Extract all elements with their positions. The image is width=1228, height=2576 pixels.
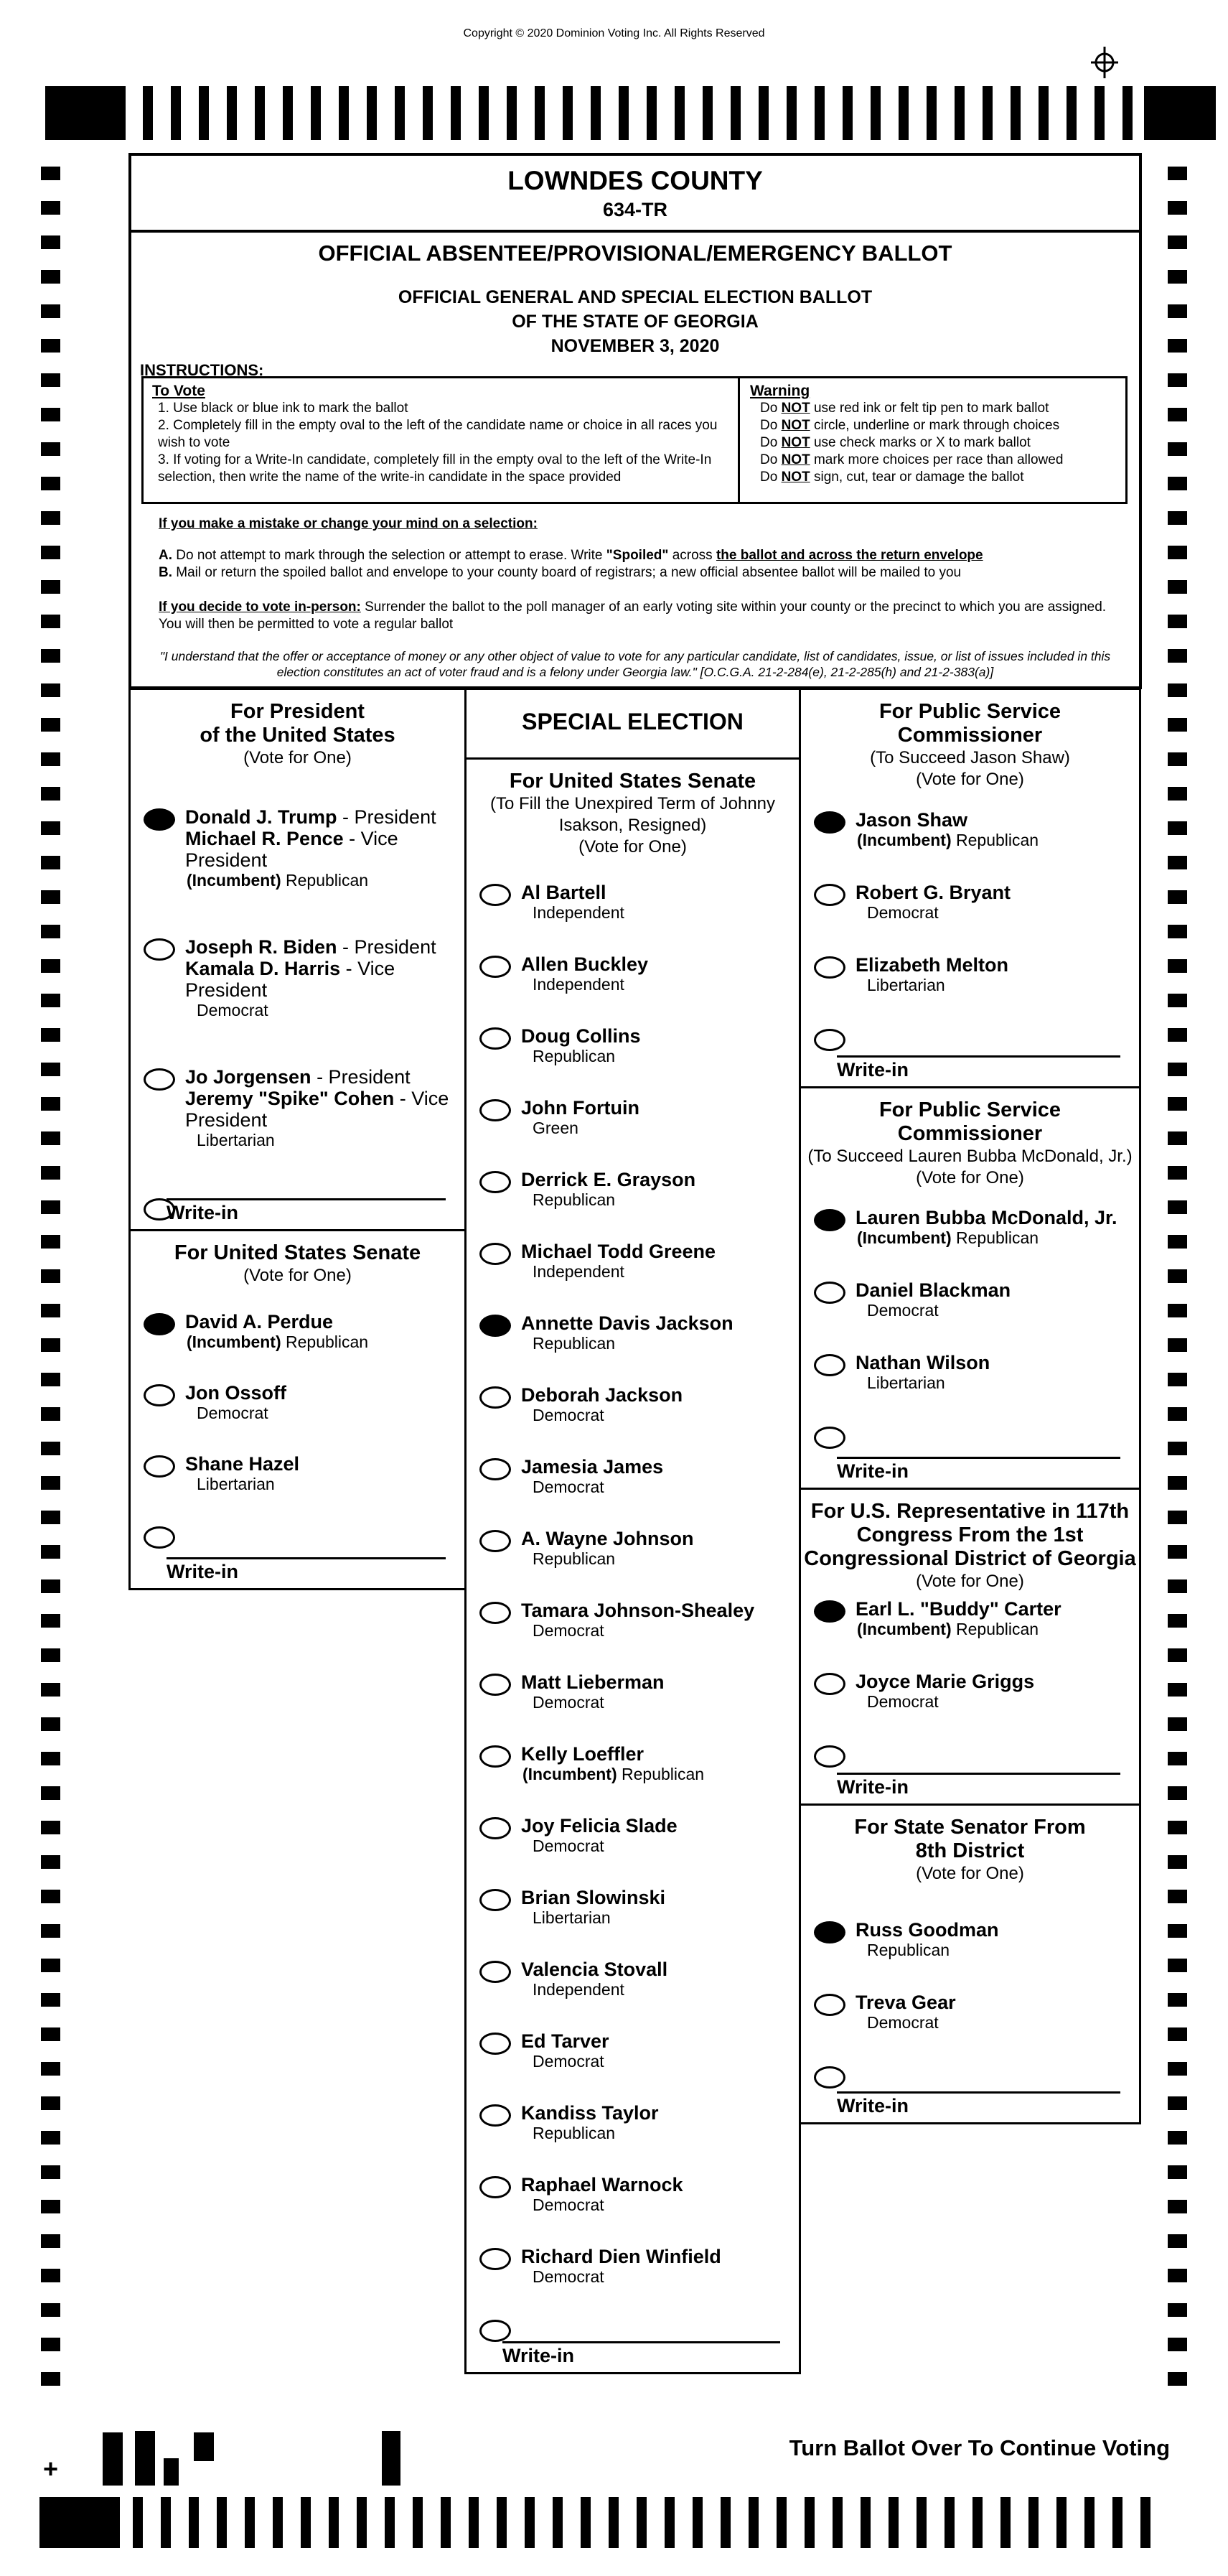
timing-marks-right [1168,167,1187,2407]
candidate-row [144,1382,460,1423]
candidate-party: Republican [533,1190,616,1209]
election-title-line1: OFFICIAL GENERAL AND SPECIAL ELECTION BALLOT [398,287,873,307]
candidate-text [856,1207,1135,1248]
candidate-text [185,1382,460,1423]
vote-oval[interactable] [479,1745,511,1768]
alignment-bar [135,2431,155,2486]
candidate-name: Elizabeth Melton [856,954,1009,976]
warning-item: Do NOT use check marks or X to mark ballot [760,435,1031,450]
vote-oval[interactable] [144,938,175,961]
warning-items [750,400,1120,486]
candidate-row [479,1384,795,1425]
candidate-row [479,2030,795,2071]
write-in-area [837,1055,1120,1081]
write-in-candidate-row [814,1424,1135,1449]
candidate-name: Allen Buckley [521,953,649,975]
vote-oval[interactable] [479,1961,511,1983]
candidate-name: Richard Dien Winfield [521,2246,721,2267]
vote-oval[interactable] [479,1530,511,1552]
header-divider [131,230,1139,233]
race-note: (Vote for One) [916,770,1024,789]
candidate-text [521,1312,795,1353]
race-title: For United States Senate [174,1241,421,1264]
candidate-text [521,2174,795,2215]
alignment-bar [194,2432,214,2461]
race-title: For Public Service [878,1098,1061,1121]
candidate-party: Green [533,1119,578,1137]
candidate-text [521,1743,795,1784]
candidate-text [521,1169,795,1210]
candidate-name: A. Wayne Johnson [521,1528,694,1549]
race-note: (To Fill the Unexpired Term of Johnny [489,794,776,813]
race-title: Commissioner [897,724,1043,747]
candidate-text [521,2102,795,2143]
candidate-party: (Incumbent) Republican [187,871,369,890]
race-title: For President [230,700,365,723]
timing-mark-block-top-left [45,86,126,140]
write-in-area [502,2341,780,2366]
candidate-row [479,1025,795,1066]
vote-oval[interactable] [479,2033,511,2055]
candidate-row [144,936,460,1020]
candidate-text [856,1352,1135,1393]
vote-oval[interactable] [479,2176,511,2198]
vote-oval[interactable] [479,1458,511,1480]
write-in-line[interactable] [837,2091,1120,2094]
candidate-name: Earl L. "Buddy" Carter [856,1598,1061,1620]
candidate-row [814,954,1135,995]
race-section-us-senate-special [464,757,801,2374]
candidate-party: Democrat [867,903,939,922]
candidate-text [521,1025,795,1066]
candidate-name: Jon Ossoff [185,1382,287,1404]
candidate-name: Treva Gear [856,1992,956,2013]
candidate-party: Independent [533,975,624,994]
candidate-party: Independent [533,903,624,922]
candidate-name: Michael R. Pence - Vice President [185,828,398,871]
race-note: (Vote for One) [578,837,687,857]
write-in-area [837,1773,1120,1798]
race-title: For United States Senate [509,770,756,793]
write-in-label: Write-in [837,1776,909,1798]
candidate-name: Tamara Johnson-Shealey [521,1600,755,1621]
candidate-row [479,1600,795,1641]
vote-oval[interactable] [479,1243,511,1265]
candidate-name: Ed Tarver [521,2030,609,2052]
vote-oval-filled[interactable] [814,811,845,834]
write-in-label: Write-in [837,2095,909,2117]
candidate-text [521,1241,795,1282]
candidate-party: Democrat [533,1837,604,1855]
candidate-text [521,1600,795,1641]
candidate-row [814,1671,1135,1712]
timing-mark-block-top-right [1144,86,1216,140]
candidate-party: Libertarian [533,1908,611,1927]
candidate-text [185,1311,460,1352]
vote-oval[interactable] [814,1282,845,1304]
registration-plus-mark: + [43,2454,59,2483]
instructions-label: INSTRUCTIONS: [140,361,264,379]
race-title: Congressional District of Georgia [804,1547,1136,1570]
candidate-row [814,1919,1135,1960]
race-note: (Vote for One) [243,748,352,767]
write-in-line[interactable] [837,1773,1120,1775]
candidate-name: Jo Jorgensen - President [185,1066,411,1088]
warning-item: Do NOT mark more choices per race than allowed [760,452,1064,467]
mistake-instructions [159,515,1119,633]
vote-oval-filled[interactable] [144,808,175,831]
write-in-candidate-row [814,1743,1135,1768]
candidate-text [521,2030,795,2071]
candidate-party: Democrat [197,1404,268,1422]
candidate-name: Lauren Bubba McDonald, Jr. [856,1207,1117,1228]
race-title: Commissioner [897,1122,1043,1145]
write-in-candidate-row [814,2064,1135,2089]
vote-oval[interactable] [814,1427,845,1449]
candidate-row [479,1887,795,1928]
turn-ballot-over-text: Turn Ballot Over To Continue Voting [789,2435,1170,2460]
candidate-row [479,1743,795,1784]
vote-oval[interactable] [479,1889,511,1911]
race-section-psc-shaw [799,688,1141,1088]
candidate-name: Jamesia James [521,1456,664,1478]
candidate-row [814,1207,1135,1248]
candidate-party: Independent [533,1980,624,1999]
candidate-text [185,1066,460,1150]
candidate-name: Kandiss Taylor [521,2102,659,2124]
candidate-party: (Incumbent) Republican [857,1228,1039,1247]
vote-oval[interactable] [814,1029,845,1051]
candidate-name: John Fortuin [521,1097,639,1119]
candidate-text [856,1598,1135,1639]
race-note: (Vote for One) [916,1168,1024,1187]
vote-oval[interactable] [479,1674,511,1696]
timing-marks-top [143,86,1135,140]
candidate-name: Shane Hazel [185,1453,300,1475]
candidate-row [479,2174,795,2215]
candidate-name: Al Bartell [521,882,606,903]
vote-oval[interactable] [144,1068,175,1091]
ballot-style-code: 634-TR [602,199,668,220]
candidate-text [856,1279,1135,1320]
candidate-row [479,1097,795,1138]
to-vote-item: 1. Use black or blue ink to mark the ballot [158,401,408,416]
candidate-name: Annette Davis Jackson [521,1312,733,1334]
candidate-party: Libertarian [867,976,945,994]
vote-oval[interactable] [479,1171,511,1193]
candidate-party: Republican [533,1334,616,1353]
vote-oval[interactable] [144,1455,175,1478]
candidate-party: Democrat [533,1621,604,1640]
race-section-psc-mcdonald [799,1086,1141,1490]
candidate-name: Doug Collins [521,1025,641,1047]
candidate-text [185,806,460,890]
race-note: (Vote for One) [916,1864,1024,1883]
vote-oval[interactable] [479,1099,511,1121]
candidate-name: Jeremy "Spike" Cohen - Vice President [185,1088,449,1131]
candidate-name: Derrick E. Grayson [521,1169,696,1190]
candidate-party: Democrat [867,1692,939,1711]
candidate-row [479,1456,795,1497]
write-in-label: Write-in [837,1059,909,1081]
candidate-party: Republican [867,1941,950,1959]
to-vote-cell [144,378,740,502]
candidate-party: Democrat [533,2195,604,2214]
warning-item: Do NOT use red ink or felt tip pen to mark ballot [760,401,1049,416]
candidate-row [479,953,795,994]
candidate-row [144,1453,460,1494]
candidate-name: Raphael Warnock [521,2174,683,2195]
in-person-instructions: If you decide to vote in-person: Surrender the ballot to the poll manager of an early voting site within your county or the precinct to which you are assigned. You will then be permitted to vote a regular ballot [159,599,1107,632]
vote-oval[interactable] [814,884,845,906]
candidate-party: Democrat [533,1693,604,1712]
race-section-state-senate-8 [799,1803,1141,2124]
candidate-text [856,809,1135,850]
vote-oval-filled[interactable] [814,1921,845,1943]
candidate-row [479,1312,795,1353]
candidate-party: (Incumbent) Republican [857,831,1039,849]
race-title: 8th District [915,1839,1025,1862]
candidate-name: Robert G. Bryant [856,882,1011,903]
candidate-row [144,806,460,890]
candidate-party: Republican [533,1047,616,1065]
candidate-party: (Incumbent) Republican [522,1765,705,1783]
candidate-text [521,1528,795,1569]
write-in-line[interactable] [502,2341,780,2343]
warning-cell [740,378,1125,502]
candidate-row [814,1992,1135,2033]
vote-oval-filled[interactable] [814,1209,845,1231]
candidate-name: Nathan Wilson [856,1352,990,1373]
race-title: of the United States [200,724,395,747]
vote-oval-filled[interactable] [814,1600,845,1623]
instructions-box [141,376,1128,504]
candidate-text [521,1959,795,1999]
candidate-row [814,882,1135,923]
candidate-text [185,1453,460,1494]
candidate-party: Independent [533,1262,624,1281]
timing-mark-block-bottom-left [39,2497,120,2548]
candidate-name: Russ Goodman [856,1919,999,1941]
candidate-name: Joseph R. Biden - President [185,936,436,958]
candidate-text [856,954,1135,995]
vote-oval[interactable] [144,1384,175,1406]
candidate-text [521,1671,795,1712]
candidate-name: David A. Perdue [185,1311,334,1333]
timing-marks-left [41,167,60,2407]
vote-oval[interactable] [479,2320,511,2342]
candidate-name: Kamala D. Harris - Vice President [185,958,395,1001]
to-vote-item: 3. If voting for a Write-In candidate, completely fill in the empty oval to the left of the Write-In selection, then write the name of the write-in candidate in the space provided [158,452,712,485]
candidate-party: Libertarian [197,1475,275,1493]
race-note: Isakson, Resigned) [558,816,707,835]
candidate-row [479,1241,795,1282]
candidate-party: Republican [533,2124,616,2142]
candidate-text [521,1097,795,1138]
vote-oval[interactable] [479,2104,511,2127]
race-note: (Vote for One) [916,1572,1024,1591]
vote-oval[interactable] [479,884,511,906]
race-title: Congress From the 1st [856,1523,1084,1546]
write-in-label: Write-in [502,2345,574,2366]
race-note: (To Succeed Lauren Bubba McDonald, Jr.) [807,1147,1133,1166]
vote-oval-filled[interactable] [144,1313,175,1335]
candidate-text [521,1456,795,1497]
vote-oval[interactable] [479,1027,511,1050]
candidate-party: Republican [533,1549,616,1568]
write-in-area [837,2091,1120,2117]
write-in-label: Write-in [167,1202,238,1223]
candidate-text [856,882,1135,923]
candidate-party: Democrat [533,2052,604,2071]
write-in-line[interactable] [167,1557,446,1559]
special-election-banner: SPECIAL ELECTION [464,688,801,760]
candidate-name: Michael Todd Greene [521,1241,716,1262]
candidate-party: Democrat [533,2267,604,2286]
vote-oval[interactable] [814,1673,845,1695]
candidate-name: Kelly Loeffler [521,1743,645,1765]
candidate-party: Democrat [533,1406,604,1424]
candidate-text [521,1384,795,1425]
race-section-us-senate [128,1229,467,1590]
write-in-line[interactable] [167,1198,446,1200]
mistake-step-a: A. Do not attempt to mark through the selection or attempt to erase. Write "Spoiled" across the ballot and across the return envelope [159,548,983,563]
sheet-number: 27 [390,2440,400,2450]
candidate-party: Democrat [867,2013,939,2032]
candidate-text [185,936,460,1020]
candidate-text [521,1815,795,1856]
write-in-area [837,1457,1120,1482]
race-title: For State Senator From [854,1816,1086,1839]
candidate-row [144,1066,460,1150]
vote-oval[interactable] [479,956,511,978]
county-title: LOWNDES COUNTY [507,166,763,195]
vote-oval-filled[interactable] [479,1315,511,1337]
race-section-us-rep-1 [799,1488,1141,1806]
candidate-name: Joy Felicia Slade [521,1815,678,1837]
ballot-type-title: OFFICIAL ABSENTEE/PROVISIONAL/EMERGENCY BALLOT [318,241,952,266]
warning-title: Warning [750,383,810,399]
vote-oval[interactable] [144,1526,175,1549]
write-in-candidate-row [144,1524,460,1549]
candidate-text [856,1919,1135,1960]
write-in-candidate-row [479,2318,795,2342]
candidate-row [479,1671,795,1712]
vote-oval[interactable] [479,1386,511,1409]
candidate-name: Deborah Jackson [521,1384,683,1406]
candidate-name: Matt Lieberman [521,1671,665,1693]
write-in-candidate-row [814,1027,1135,1051]
candidate-row [814,1352,1135,1393]
candidate-party: Libertarian [197,1131,275,1149]
vote-oval[interactable] [814,1745,845,1768]
candidate-row [144,1311,460,1352]
candidate-row [479,2102,795,2143]
candidate-text [521,953,795,994]
candidate-row [479,1169,795,1210]
candidate-row [479,1528,795,1569]
alignment-bar [164,2458,179,2486]
candidate-row [479,1959,795,1999]
race-note: (To Succeed Jason Shaw) [870,748,1070,767]
timing-marks-bottom [133,2497,1152,2548]
alignment-bar [103,2432,123,2486]
copyright-text: Copyright © 2020 Dominion Voting Inc. All Rights Reserved [463,27,765,39]
write-in-area [167,1198,446,1223]
write-in-label: Write-in [167,1561,238,1582]
write-in-area [167,1557,446,1582]
vote-oval[interactable] [814,956,845,979]
ballot-header-box [128,153,1142,689]
warning-item: Do NOT sign, cut, tear or damage the ballot [760,470,1024,485]
mistake-step-b: B. Mail or return the spoiled ballot and envelope to your county board of registrars; a new official absentee ballot will be mailed to you [159,565,962,580]
to-vote-title: To Vote [152,383,205,399]
candidate-party: (Incumbent) Republican [187,1333,369,1351]
candidate-party: Libertarian [867,1373,945,1392]
candidate-name: Donald J. Trump - President [185,806,436,828]
vote-oval[interactable] [814,1354,845,1376]
election-title-line2: OF THE STATE OF GEORGIA [512,312,759,332]
write-in-label: Write-in [837,1460,909,1482]
candidate-name: Valencia Stovall [521,1959,668,1980]
candidate-name: Daniel Blackman [856,1279,1011,1301]
race-title: For Public Service [878,700,1061,723]
candidate-text [856,1992,1135,2033]
vote-oval[interactable] [479,1602,511,1624]
candidate-party: Democrat [197,1001,268,1019]
race-note: (Vote for One) [243,1266,352,1285]
vote-oval[interactable] [479,2248,511,2270]
candidate-name: Joyce Marie Griggs [856,1671,1035,1692]
write-in-line[interactable] [837,1055,1120,1058]
candidate-party: (Incumbent) Republican [857,1620,1039,1638]
candidate-row [479,882,795,923]
candidate-row [479,1815,795,1856]
vote-oval[interactable] [814,1994,845,2016]
candidate-text [856,1671,1135,1712]
candidate-name: Jason Shaw [856,809,968,831]
candidate-row [814,1279,1135,1320]
candidate-row [814,1598,1135,1639]
candidate-text [521,2246,795,2287]
to-vote-item: 2. Completely fill in the empty oval to the left of the candidate name or choice in all races you wish to vote [158,418,718,450]
to-vote-items [152,400,731,486]
candidate-name: Brian Slowinski [521,1887,666,1908]
felony-notice: "I understand that the offer or acceptance of money or any other object of value to vote for any particular candidate, list of candidates, issue, or list of issues included in this election constitutes an act of voter fraud and is a felony under Georgia law." [O.C.G.A. 21-2-284(e), 21-2-285(h) and 21-2-383(a)] [159,649,1111,679]
mistake-heading: If you make a mistake or change your mind on a selection: [159,516,538,531]
race-section-president [128,688,467,1231]
candidate-text [521,1887,795,1928]
write-in-line[interactable] [837,1457,1120,1459]
candidate-party: Democrat [867,1301,939,1320]
candidate-row [814,809,1135,850]
candidate-party: Democrat [533,1478,604,1496]
candidate-row [479,2246,795,2287]
vote-oval[interactable] [479,1817,511,1839]
candidate-text [521,882,795,923]
election-date: NOVEMBER 3, 2020 [550,336,720,356]
race-title: For U.S. Representative in 117th [810,1500,1130,1523]
vote-oval[interactable] [814,2066,845,2089]
warning-item: Do NOT circle, underline or mark through choices [760,418,1060,433]
registration-crosshair-icon [1089,45,1120,83]
